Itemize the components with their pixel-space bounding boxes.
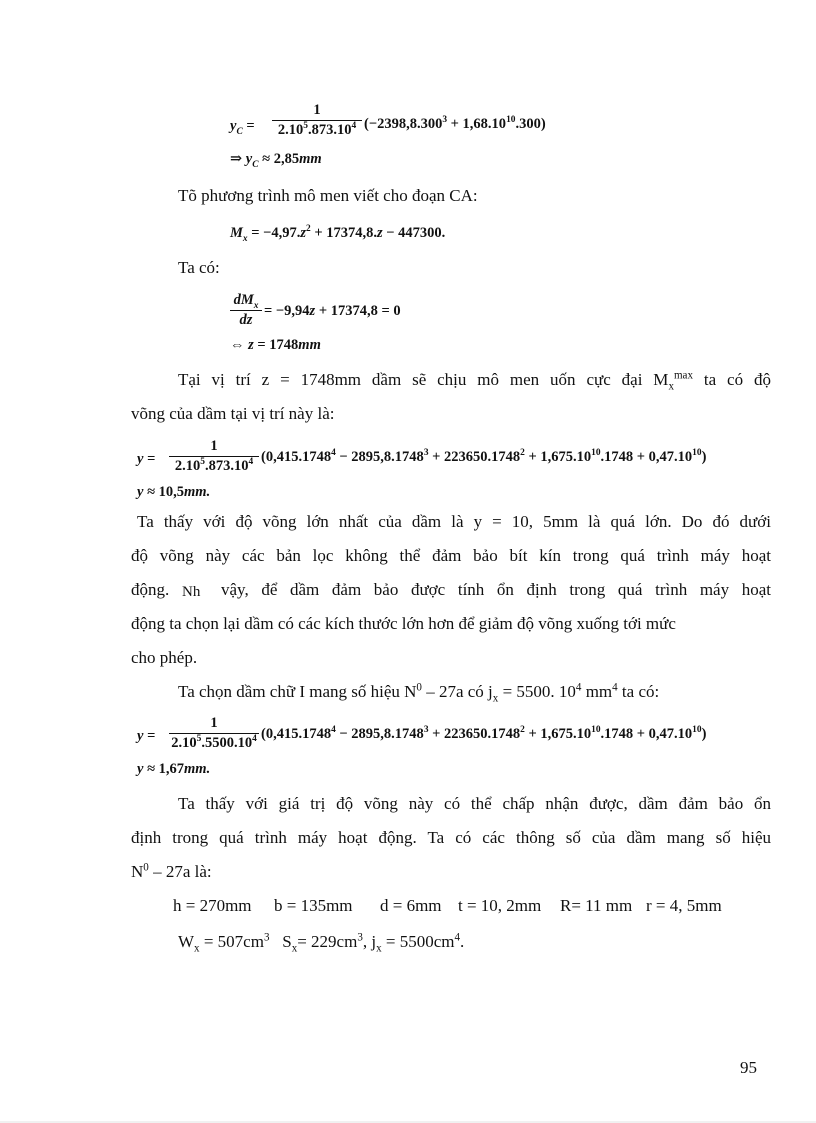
param-h: h = 270mm [173,896,252,915]
paragraph-max-moment-line2: võng của dầm tại vị trí này là: [131,404,335,423]
paragraph-acceptable-line1: Ta thấy với giá trị độ võng này có thể chấp nhận được, dầm đảm bảo ổn [178,794,771,813]
paragraph-conclusion-line3: động. Nh vậy, để dầm đảm bảo được tính ổn định trong quá trình máy hoạt [131,580,771,600]
paragraph-acceptable-line2: định trong quá trình máy hoạt động. Ta có các thông số của dầm mang số hiệu [131,828,771,847]
fraction: 1 2.10$^5$.5500.10$^4$ [169,715,259,752]
fraction: 1 2.10$^5$.873.10$^4$ [169,438,259,475]
param-d: d = 6mm [380,896,442,915]
paragraph-conclusion-line4: động ta chọn lại dầm có các kích thước lớn hơn để giảm độ võng xuống tới mức [131,614,676,633]
paragraph-max-moment: Tại vị trí z = 1748mm dầm sẽ chịu mô men uốn cực đại $M_x^{max}$ ta có độ [178,369,771,393]
paragraph-moment-intro: Tõ phương trình mô men viết cho đoạn CA: [178,186,478,205]
paragraph-ta-co: Ta có: [178,258,220,277]
param-b: b = 135mm [274,896,353,915]
page-number: 95 [740,1058,757,1077]
equation-z-result: ⇔ z = 1748mm [230,337,321,353]
paragraph-conclusion-line1: Ta thấy với độ võng lớn nhất của dầm là y = 10, 5mm là quá lớn. Do đó dưới [137,512,771,531]
equation-yc-result: ⇒ $y_C \approx 2,85mm$ [230,151,322,170]
fraction: 1 2.10$^5$.873.10$^4$ [272,102,362,139]
paragraph-conclusion-line2: độ võng này các bản lọc không thể đảm bảo bít kín trong quá trình máy hoạt [131,546,771,565]
param-r: r = 4, 5mm [646,896,722,915]
param-t: t = 10, 2mm [458,896,542,915]
beam-parameters-line1 [173,896,733,918]
paragraph-conclusion-line5: cho phép. [131,648,198,667]
equation-deflection-2-result: y ≈ 1,67mm. [137,761,211,777]
beam-parameters-line2: $W_x = 507cm^3$ $S_x= 229cm^3$, $j_x = 5500cm^4$. [178,931,465,955]
param-R: R= 11 mm [560,896,633,915]
document-page: $y_C$ = 1 2.10$^5$.873.10$^4$ $(-2398,8.300^3 + 1,68.10^{10}.300)$ ⇒ $y_C \approx 2,85mm$ Tõ phương trình mô men viết cho đoạn CA: $M_x = -4,97.z^2 + 17374,8.z - 447300$. Ta có: $dM_x$ dz = −9,94z + 17374,8 = 0 ⇔ z = 1748mm Tại vị trí z = 1748mm dầm sẽ chịu mô men uốn cực đại $M_x^{max}$ ta có độ võng của dầm tại vị trí này là: y = 1 2.10$^5$.873.10$^4$ $(0,415.1748^4 - 2895,8.1748^3 + 223650.1748^2 + 1,675.10^{10}.1748 + 0,47.10^{10})$ y ≈ 10,5mm. Ta thấy với độ võng lớn nhất của dầm là y = 10, 5mm là quá lớn. Do đó dưới độ võng này các bản lọc không thể đảm bảo bít kín trong quá trình máy hoạt động. Nh vậy, để dầm đảm bảo được tính ổn định trong quá trình máy hoạt động ta chọn lại dầm có các kích thước lớn hơn để giảm độ võng xuống tới mức cho phép. Ta chọn dầm chữ I mang số hiệu $N^0 - 27a$ có $j_x = 5500$. $10^4$ $mm^4$ ta có: y = 1 2.10$^5$.5500.10$^4$ $(0,415.1748^4 - 2895,8.1748^3 + 223650.1748^2 + 1,675.10^{10}.1748 + 0,47.10^{10})$ y ≈ 1,67mm. Ta thấy với giá trị độ võng này có thể chấp nhận được, dầm đảm bảo ổn định trong quá trình máy hoạt động. Ta có các thông số của dầm mang số hiệu $N^0 - 27a$ là: h = 270mm b = 135mm d = 6mm t = 10, 2mm R= 11 mm r = 4, 5mm $W_x = 507cm^3$ $S_x= 229cm^3$, $j_x = 5500cm^4$. 95 [0,0,816,1123]
paragraph-beam-choice: Ta chọn dầm chữ I mang số hiệu $N^0 - 27a$ có $j_x = 5500$. $10^4$ $mm^4$ ta có: [178,681,660,705]
equation-mx: $M_x = -4,97.z^2 + 17374,8.z - 447300$. [230,224,446,244]
paragraph-acceptable-line3: $N^0 - 27a$ là: [131,861,212,881]
fraction: $dM_x$ dz [230,292,262,329]
equation-deflection-1-result: y ≈ 10,5mm. [137,484,211,500]
